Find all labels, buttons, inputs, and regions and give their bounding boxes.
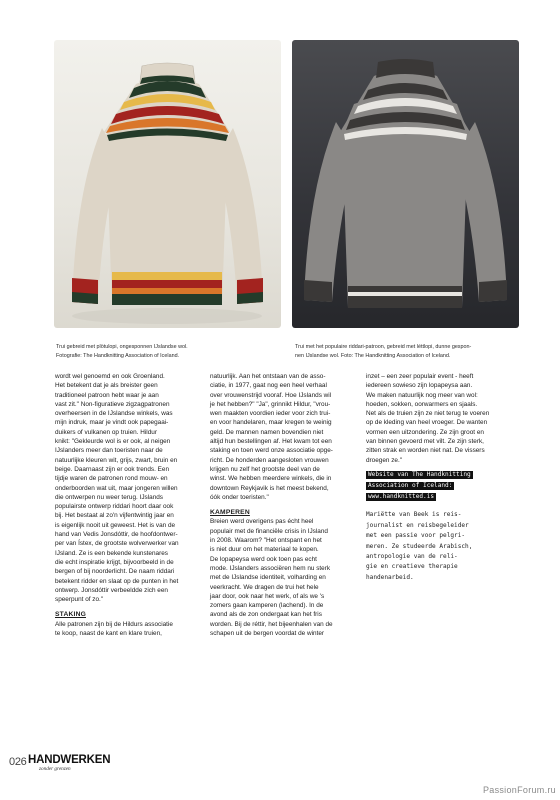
body-text-line: IJslanders meer dan toeristen naar de	[55, 447, 163, 455]
body-text-line: krijgen nu zelf het grootste deel van de	[210, 465, 320, 473]
body-text-line: droegen ze."	[366, 456, 403, 464]
body-text-line: tijdje waren de patronen rond mouw- en	[55, 475, 168, 483]
body-text-line: hand van Vedis Jonsdóttir, de hoofdontwer-	[55, 531, 178, 539]
body-text-line: geld. De mannen namen bovendien niet	[210, 428, 324, 436]
bio-line: meren. Ze studeerde Arabisch,	[366, 542, 473, 550]
magazine-title: HANDWERKEN	[28, 754, 111, 766]
body-text-line: IJsland. Ze is een bekende kunstenares	[55, 549, 168, 557]
bio-line: gie en creatieve therapie	[366, 563, 458, 571]
bio-line: handenarbeid.	[366, 573, 414, 581]
article-column-2	[210, 372, 360, 638]
bio-line: Mariëtte van Beek is reis-	[366, 511, 462, 519]
body-text-line: altijd hun bestellingen af. Het kwam tot een	[210, 438, 332, 446]
photo-sweater-colorful	[54, 40, 281, 328]
body-text-line: mijn indruk, maar je vindt ook papegaai-	[55, 419, 169, 427]
body-text-line: over vrouwenstrijd vooraf. Hoe IJslands wil	[210, 391, 332, 399]
bio-line: journalist en reisbegeleider	[366, 521, 469, 529]
body-text-line: ontwerp. Jonsdóttir verbeeldde zich een	[55, 586, 168, 594]
bio-line: antropologie van de reli-	[366, 552, 458, 560]
body-text-line: knikt: "Gekleurde wol is er ook, al neigen	[55, 438, 171, 446]
body-text-line: je het hebben?" "Ja", grinnikt Hildur, "vrou-	[210, 400, 331, 408]
body-text-line: óók onder toeristen."	[210, 493, 269, 501]
body-text-line: per van Ístex, de grootste wolverwerker van	[55, 540, 179, 548]
bio-line: met een passie voor pelgri-	[366, 532, 466, 540]
body-text-line: vormen een uitzondering. Ze zijn groot en	[366, 428, 484, 436]
body-text-line: wen maakten voordien ieder voor zich trui-	[210, 410, 331, 418]
body-text-line: en voor handelaren, maar kregen te weinig	[210, 419, 332, 427]
body-text-line: Breien werd overigens pas écht heel	[210, 518, 314, 526]
magazine-subtitle: zonder grenzen	[39, 766, 71, 772]
body-text-line: worden. Bij de réttir, het bijeenhalen van de	[210, 620, 333, 628]
website-box	[366, 470, 486, 502]
section-heading-staking: STAKING	[55, 611, 86, 619]
body-text-line: natuurlijk. Aan het ontstaan van de asso-	[210, 373, 326, 380]
body-text-line: Alle patronen zijn bij de Hildurs associatie	[55, 620, 173, 628]
body-text-line: hoeden, sokken, oorwarmers en sjaals.	[366, 400, 478, 408]
body-text-line: mode. IJslanders associëren hem nu sterk	[210, 564, 331, 572]
sweater-illustration-left	[54, 40, 281, 328]
body-text-line: duikers of vulkanen op truien. Hildur	[55, 428, 157, 436]
body-text-line: wordt wel genoemd en ook Groenland.	[55, 373, 165, 380]
body-text-line: De lopapeysa werd ook toen pas echt	[210, 555, 317, 563]
body-text-line: van binnen gevoerd met vilt. Ze zijn sterk,	[366, 438, 484, 446]
caption-line: Trui met het populaire riddari-patroon, gebreid met léttlopi, dunne gespon-	[295, 344, 472, 350]
body-text-line: downtown Reykjavik is het meest bekend,	[210, 484, 329, 492]
photo-caption-left	[56, 343, 278, 362]
body-text-line: iedereen sowieso zijn lopapeysa aan.	[366, 382, 473, 390]
body-text-line: die ontwerpen nu weer terug. IJslands	[55, 493, 163, 501]
section-heading-kamperen: KAMPEREN	[210, 509, 250, 517]
photo-caption-right	[295, 343, 517, 362]
caption-line: Trui gebreid met plötulopi, ongesponnen IJslandse wol.	[56, 344, 188, 350]
page-number: 026	[9, 756, 27, 768]
body-text-line: ciatie, in 1977, gaat nog een heel verhaal	[210, 382, 327, 390]
article-column-3	[366, 372, 516, 583]
body-text-line: overheersen in de IJslandse winkels, was	[55, 410, 173, 418]
body-text-line: staking en toen werd onze associatie opge-	[210, 447, 333, 455]
website-line: Website van The Handknitting	[368, 470, 471, 478]
body-text-line: die echt inspiratie krijgt, bijvoorbeeld in de	[55, 558, 174, 566]
article-column-1	[55, 372, 205, 638]
body-text-line: zitten strak en worden niet nat. De vissers	[366, 447, 485, 455]
body-text-line: beige. Daarnaast zijn er ook trends. Een	[55, 465, 170, 473]
body-text-line: populairste ontwerp riddari hoort daar ook	[55, 503, 174, 511]
body-text-line: winst. We hebben meerdere winkels, die in	[210, 475, 332, 483]
body-text-line: veerkracht. We dragen de trui het hele	[210, 583, 319, 591]
body-text-line: speerpunt of zo."	[55, 596, 104, 604]
author-bio	[366, 510, 516, 583]
body-text-line: avond als de zon ondergaat kan het fris	[210, 611, 322, 619]
body-text-line: in 2008. Waarom? "Het ontspant en het	[210, 537, 322, 545]
body-text-line: inzet – een zeer populair event - heeft	[366, 373, 474, 380]
body-text-line: is niet duur om het materiaal te kopen.	[210, 546, 319, 554]
website-link[interactable]: www.handknitted.is	[368, 492, 435, 500]
body-text-line: onderboorden wat uit, maar jongeren willen	[55, 484, 178, 492]
body-text-line: betekent ridder en slaat op de punten in het	[55, 577, 179, 585]
body-text-line: zomers gaan kamperen (lachend). In de	[210, 602, 324, 610]
body-text-line: populair met de financiële crisis in IJsland	[210, 527, 328, 535]
watermark: PassionForum.ru	[482, 785, 556, 795]
body-text-line: te koop, naast de kant en klare truien,	[55, 630, 162, 638]
body-text-line: vast zit." Non-figuratieve zigzagpatronen	[55, 400, 170, 408]
body-text-line: op de kleding van heel vroeger. De wanten	[366, 419, 488, 427]
body-text-line: richt. De honderden aangesloten vrouwen	[210, 456, 329, 464]
body-text-line: Het betekent dat je als breister geen	[55, 382, 158, 390]
body-text-line: natuurlijke kleuren wit, grijs, zwart, bruin en	[55, 456, 178, 464]
photo-sweater-riddari	[292, 40, 519, 328]
body-text-line: met de IJslandse identiteit, volharding en	[210, 574, 326, 582]
body-text-line: Net als de truien zijn ze niet terug te voeren	[366, 410, 490, 418]
body-text-line: schapen uit de bergen voordat de winter	[210, 630, 325, 638]
body-text-line: bij. Het bestaat al zo'n vijfentwintig jaar en	[55, 512, 174, 520]
caption-line: Fotografie: The Handknitting Association of Iceland.	[56, 353, 180, 360]
body-text-line: traditioneel patroon hebt waar je aan	[55, 391, 159, 399]
body-text-line: jaar door, ook naar het werk, of als we 's	[210, 592, 325, 600]
caption-line: nen IJslandse wol. Foto: The Handknitting Association of Iceland.	[295, 353, 451, 360]
sweater-illustration-right	[292, 40, 519, 328]
body-text-line: is eigenlijk nooit uit geweest. Het is van de	[55, 521, 176, 529]
body-text-line: We maken natuurlijk nog meer van wol:	[366, 391, 478, 399]
website-line: Association of Iceland:	[368, 481, 453, 489]
body-text-line: bergen of bij noorderlicht. De naam riddari	[55, 568, 175, 576]
